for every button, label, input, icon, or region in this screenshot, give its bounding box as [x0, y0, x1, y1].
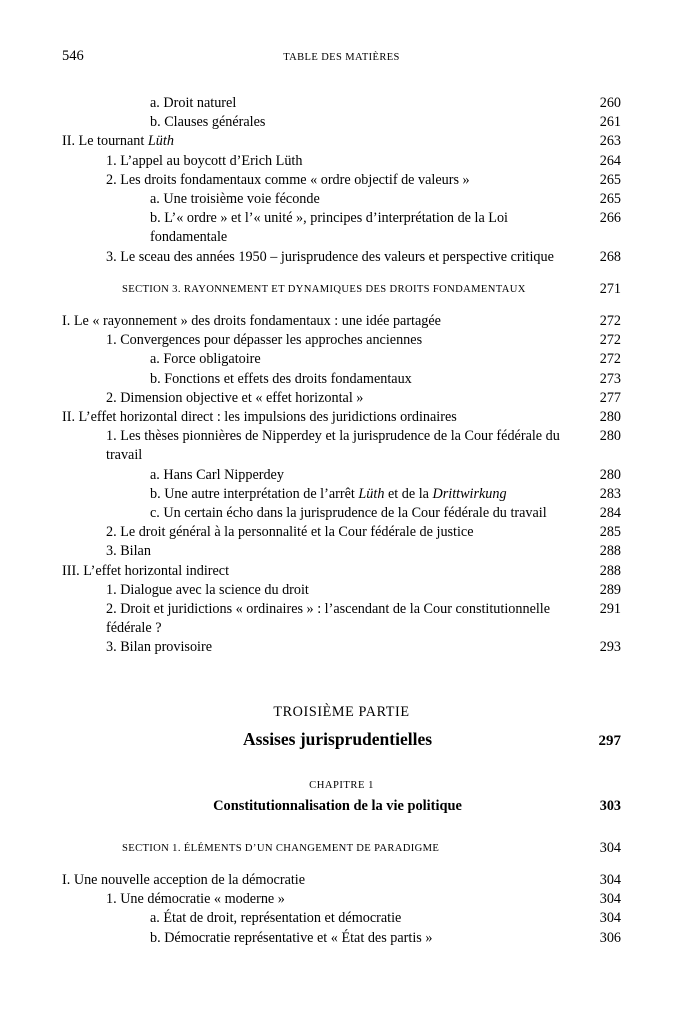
toc-entry-page: 272	[599, 351, 621, 368]
chapter-title-row[interactable]	[62, 798, 621, 815]
toc-entry[interactable]	[62, 350, 621, 369]
toc-entry-text: 1. Les thèses pionnières de Nipperdey et la jurisprudence de la Cour fédérale du travail	[106, 428, 560, 464]
toc-entry-page: 304	[599, 871, 621, 888]
toc-entry[interactable]	[62, 171, 621, 190]
toc-section-label: SECTION 1. ÉLÉMENTS D’UN CHANGEMENT DE PARADIGME	[122, 842, 440, 854]
toc-entry-text: a. Droit naturel	[150, 95, 237, 111]
toc-entry[interactable]	[62, 427, 621, 465]
toc-entry-page: 263	[599, 133, 621, 150]
toc-entry[interactable]	[62, 600, 621, 638]
toc-entry[interactable]	[62, 94, 621, 113]
running-head: TABLE DES MATIÈRES	[283, 52, 400, 63]
chapter-title-page: 303	[599, 797, 621, 814]
toc-entry-text: a. Force obligatoire	[150, 351, 261, 368]
toc-entry-text: b. L’« ordre » et l’« unité », principes d’interprétation de la Loi fondamentale	[150, 210, 508, 246]
toc-entry-page: 272	[599, 313, 621, 330]
toc-entry-page: 291	[599, 601, 621, 618]
toc-entry-page: 284	[599, 505, 621, 522]
toc-entry-text: b. Une autre interprétation de l’arrêt Lüth et de la Drittwirkung	[150, 485, 507, 502]
toc-entry-text: 3. Bilan provisoire	[106, 639, 212, 656]
toc-entry[interactable]	[62, 562, 621, 581]
toc-entry[interactable]	[62, 248, 621, 267]
part-block	[62, 704, 621, 750]
toc-entry-page: 277	[599, 389, 621, 406]
toc-entry-text: 2. Dimension objective et « effet horizontal »	[106, 389, 364, 406]
part-label: TROISIÈME PARTIE	[273, 703, 410, 720]
toc-section-page: 271	[599, 280, 621, 297]
toc-entry[interactable]	[62, 209, 621, 247]
toc-entry-page: 261	[599, 114, 621, 131]
toc-entry-page: 268	[599, 248, 621, 265]
toc-entry[interactable]	[62, 466, 621, 485]
toc-entry[interactable]	[62, 113, 621, 132]
chapter-label: CHAPITRE 1	[309, 779, 374, 791]
toc-entry[interactable]	[62, 132, 621, 151]
page-header	[62, 48, 621, 68]
toc-entry-text: 1. Convergences pour dépasser les approches anciennes	[106, 332, 423, 349]
toc-entry-text: 1. L’appel au boycott d’Erich Lüth	[106, 152, 303, 169]
toc-entry-text: b. Démocratie représentative et « État des partis »	[150, 929, 433, 946]
toc-entry-text: II. Le tournant Lüth	[62, 133, 174, 150]
part-title: Assises jurisprudentielles	[242, 728, 433, 749]
toc-entry[interactable]	[62, 581, 621, 600]
toc-entry[interactable]	[62, 542, 621, 561]
toc-entry-text: a. État de droit, représentation et démocratie	[150, 910, 402, 927]
toc-entry-text: I. Une nouvelle acception de la démocratie	[62, 871, 306, 888]
toc-entry-text: c. Un certain écho dans la jurisprudence de la Cour fédérale du travail	[150, 505, 547, 522]
toc-entry-page: 285	[599, 524, 621, 541]
toc-entry-page: 304	[599, 910, 621, 927]
toc-entry[interactable]	[62, 331, 621, 350]
toc-entry-text: 1. Une démocratie « moderne »	[106, 891, 285, 908]
toc-entry-page: 304	[599, 891, 621, 908]
toc-entry-page: 293	[599, 639, 621, 656]
toc-entry-text: 3. Bilan	[106, 543, 151, 560]
toc-entry-page: 260	[599, 95, 621, 111]
toc-entry-text: a. Hans Carl Nipperdey	[150, 466, 284, 483]
toc-entry-text: 3. Le sceau des années 1950 – jurisprudence des valeurs et perspective critique	[106, 248, 554, 265]
toc-entry-page: 280	[599, 466, 621, 483]
toc-entry[interactable]	[62, 871, 621, 890]
toc-entry[interactable]	[62, 485, 621, 504]
table-of-contents	[62, 94, 621, 948]
toc-entry[interactable]	[62, 909, 621, 928]
toc-entry[interactable]	[62, 523, 621, 542]
toc-entry[interactable]	[62, 929, 621, 948]
toc-entry-text: III. L’effet horizontal indirect	[62, 562, 230, 579]
toc-section-heading[interactable]	[62, 839, 621, 858]
toc-entry[interactable]	[62, 890, 621, 909]
page-number: 546	[62, 48, 84, 64]
toc-entry[interactable]	[62, 504, 621, 523]
toc-entry[interactable]	[62, 638, 621, 657]
toc-entry-page: 264	[599, 152, 621, 169]
toc-entry-page: 280	[599, 409, 621, 426]
toc-entry-page: 272	[599, 332, 621, 349]
toc-entry-text: b. Clauses générales	[150, 114, 266, 131]
toc-entry[interactable]	[62, 312, 621, 331]
toc-entry[interactable]	[62, 152, 621, 171]
toc-section-page: 304	[599, 839, 621, 856]
toc-entry-text: 2. Droit et juridictions « ordinaires » : l’ascendant de la Cour constitutionnelle fédérale ?	[106, 601, 551, 637]
toc-entry-page: 280	[599, 428, 621, 445]
toc-entry-page: 289	[599, 581, 621, 598]
toc-entry[interactable]	[62, 389, 621, 408]
toc-entry-page: 265	[599, 191, 621, 208]
chapter-title: Constitutionnalisation de la vie politique	[213, 797, 462, 814]
toc-entry-text: 1. Dialogue avec la science du droit	[106, 581, 309, 598]
toc-entry-page: 266	[599, 210, 621, 227]
toc-entry[interactable]	[62, 408, 621, 427]
toc-entry[interactable]	[62, 370, 621, 389]
toc-entry-text: b. Fonctions et effets des droits fondamentaux	[150, 370, 412, 387]
toc-entry-page: 288	[599, 543, 621, 560]
toc-entry-text: 2. Les droits fondamentaux comme « ordre objectif de valeurs »	[106, 171, 470, 188]
toc-entry-page: 265	[599, 171, 621, 188]
toc-section-heading[interactable]	[62, 280, 621, 299]
chapter-block	[62, 780, 621, 815]
part-title-row[interactable]	[62, 729, 621, 750]
part-title-page: 297	[598, 732, 621, 749]
toc-entry-text: I. Le « rayonnement » des droits fondamentaux : une idée partagée	[62, 313, 441, 330]
toc-entry-page: 288	[599, 562, 621, 579]
toc-entry-text: a. Une troisième voie féconde	[150, 191, 320, 208]
toc-entry-text: 2. Le droit général à la personnalité et la Cour fédérale de justice	[106, 524, 474, 541]
toc-entry-page: 283	[599, 485, 621, 502]
toc-entry[interactable]	[62, 190, 621, 209]
toc-entry-page: 273	[599, 370, 621, 387]
toc-section-label: SECTION 3. RAYONNEMENT ET DYNAMIQUES DES DROITS FONDAMENTAUX	[122, 283, 526, 295]
toc-entry-text: II. L’effet horizontal direct : les impulsions des juridictions ordinaires	[62, 409, 457, 426]
toc-entry-page: 306	[599, 929, 621, 946]
